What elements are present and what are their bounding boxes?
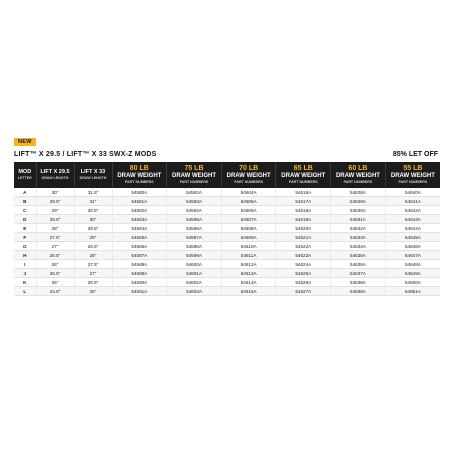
cell-pn-70: 54609A (221, 233, 276, 242)
cell-pn-80: 54583A (112, 215, 167, 224)
cell-pn-60: 54629A (331, 197, 386, 206)
cell-pn-60: 54639A (331, 287, 386, 296)
cell-pn-65: 54620A (276, 224, 331, 233)
cell-pn-70: 54604A (221, 188, 276, 197)
cell-pn-55: 54646A (385, 242, 440, 251)
cell-pn-65: 54622A (276, 242, 331, 251)
cell-pn-60: 54628A (331, 188, 386, 197)
cell-mod-letter: B (14, 197, 36, 206)
header-weight-55: 55 LB DRAW WEIGHT PART NUMBERS (385, 162, 440, 188)
table-row (14, 224, 440, 233)
cell-pn-60: 54637A (331, 269, 386, 278)
cell-pn-55: 54651A (385, 287, 440, 296)
cell-pn-80: 54587A (112, 251, 167, 260)
cell-mod-letter: E (14, 224, 36, 233)
cell-pn-70: 54613A (221, 269, 276, 278)
cell-mod-letter: F (14, 233, 36, 242)
cell-pn-70: 54607A (221, 215, 276, 224)
cell-pn-80: 54585A (112, 233, 167, 242)
cell-pn-65: 54624A (276, 260, 331, 269)
cell-pn-75: 54596A (167, 224, 222, 233)
mods-chart (14, 130, 440, 296)
cell-pn-65: 54626A (276, 278, 331, 287)
cell-pn-55: 54643A (385, 215, 440, 224)
new-badge: NEW (14, 138, 36, 146)
table-row (14, 188, 440, 197)
cell-lift-295-length: 27.5" (36, 233, 74, 242)
cell-lift-33-length: 31.5" (74, 188, 112, 197)
cell-pn-70: 54610A (221, 242, 276, 251)
cell-lift-33-length: 29" (74, 233, 112, 242)
cell-pn-80: 54582A (112, 206, 167, 215)
header-weight-80: 80 LB DRAW WEIGHT PART NUMBERS (112, 162, 167, 188)
cell-lift-33-length: 30" (74, 215, 112, 224)
cell-pn-65: 54619A (276, 215, 331, 224)
cell-pn-60: 54633A (331, 233, 386, 242)
cell-lift-295-length: 24.5" (36, 287, 74, 296)
table-row (14, 206, 440, 215)
cell-pn-55: 54650A (385, 278, 440, 287)
cell-lift-33-length: 29.5" (74, 224, 112, 233)
cell-pn-70: 54605A (221, 197, 276, 206)
cell-pn-75: 54601A (167, 269, 222, 278)
cell-lift-295-length: 29.5" (36, 197, 74, 206)
cell-lift-33-length: 30.5" (74, 206, 112, 215)
cell-pn-75: 54594A (167, 206, 222, 215)
chart-title: LIFT™ X 29.5 / LIFT™ X 33 SWX-Z MODS (14, 151, 157, 158)
cell-pn-70: 54612A (221, 260, 276, 269)
cell-lift-295-length: 25" (36, 278, 74, 287)
cell-pn-65: 54623A (276, 251, 331, 260)
cell-pn-80: 54591A (112, 287, 167, 296)
cell-pn-60: 54638A (331, 278, 386, 287)
cell-pn-65: 54616A (276, 188, 331, 197)
cell-lift-295-length: 25.5" (36, 269, 74, 278)
header-weight-70: 70 LB DRAW WEIGHT PART NUMBERS (221, 162, 276, 188)
cell-pn-60: 54631A (331, 215, 386, 224)
cell-pn-60: 54634A (331, 242, 386, 251)
table-row (14, 278, 440, 287)
header-weight-60: 60 LB DRAW WEIGHT PART NUMBERS (331, 162, 386, 188)
cell-pn-55: 54649A (385, 269, 440, 278)
table-row (14, 242, 440, 251)
cell-pn-80: 54588A (112, 260, 167, 269)
cell-pn-55: 54642A (385, 206, 440, 215)
header-weight-75: 75 LB DRAW WEIGHT PART NUMBERS (167, 162, 222, 188)
cell-lift-33-length: 28" (74, 251, 112, 260)
cell-pn-75: 54600A (167, 260, 222, 269)
cell-mod-letter: H (14, 251, 36, 260)
table-row (14, 260, 440, 269)
cell-pn-80: 54589A (112, 269, 167, 278)
cell-mod-letter: C (14, 206, 36, 215)
cell-pn-75: 54593A (167, 197, 222, 206)
cell-pn-80: 54580A (112, 188, 167, 197)
table-row (14, 269, 440, 278)
cell-pn-55: 54647A (385, 251, 440, 260)
cell-lift-295-length: 27" (36, 242, 74, 251)
cell-mod-letter: J (14, 269, 36, 278)
cell-pn-75: 54597A (167, 233, 222, 242)
cell-pn-55: 54640A (385, 188, 440, 197)
cell-lift-33-length: 27.5" (74, 260, 112, 269)
table-row (14, 251, 440, 260)
cell-pn-55: 54645A (385, 233, 440, 242)
cell-pn-60: 54630A (331, 206, 386, 215)
table-row (14, 233, 440, 242)
cell-pn-70: 54606A (221, 206, 276, 215)
cell-pn-65: 54618A (276, 206, 331, 215)
header-mod-letter: MOD LETTER (14, 162, 36, 188)
let-off-label: 85% LET OFF (392, 151, 438, 158)
cell-mod-letter: K (14, 278, 36, 287)
cell-pn-80: 54586A (112, 242, 167, 251)
cell-lift-295-length: 30" (36, 188, 74, 197)
table-row (14, 215, 440, 224)
cell-pn-80: 54590A (112, 278, 167, 287)
table-row (14, 197, 440, 206)
cell-pn-65: 54621A (276, 233, 331, 242)
cell-pn-70: 54615A (221, 287, 276, 296)
cell-pn-75: 54595A (167, 215, 222, 224)
header-row (14, 162, 440, 188)
cell-lift-33-length: 28.5" (74, 242, 112, 251)
cell-mod-letter: D (14, 215, 36, 224)
cell-pn-75: 54592A (167, 188, 222, 197)
cell-pn-55: 54648A (385, 260, 440, 269)
cell-lift-295-length: 26" (36, 260, 74, 269)
cell-pn-70: 54614A (221, 278, 276, 287)
cell-lift-295-length: 29" (36, 206, 74, 215)
cell-pn-70: 54611A (221, 251, 276, 260)
cell-pn-75: 54598A (167, 242, 222, 251)
cell-pn-60: 54632A (331, 224, 386, 233)
cell-pn-80: 54581A (112, 197, 167, 206)
header-lift-33: LIFT X 33 DRAW LENGTH (74, 162, 112, 188)
cell-pn-60: 54636A (331, 260, 386, 269)
cell-pn-55: 54641A (385, 197, 440, 206)
cell-lift-33-length: 27" (74, 269, 112, 278)
cell-lift-33-length: 26.5" (74, 278, 112, 287)
mods-table (14, 162, 440, 296)
cell-mod-letter: G (14, 242, 36, 251)
cell-pn-75: 54602A (167, 278, 222, 287)
cell-lift-295-length: 28" (36, 224, 74, 233)
cell-pn-65: 54625A (276, 269, 331, 278)
header-lift-295: LIFT X 29.5 DRAW LENGTH (36, 162, 74, 188)
cell-lift-295-length: 26.5" (36, 251, 74, 260)
cell-pn-60: 54635A (331, 251, 386, 260)
title-bar (14, 151, 440, 158)
cell-pn-65: 54627A (276, 287, 331, 296)
table-row (14, 287, 440, 296)
cell-pn-55: 54644A (385, 224, 440, 233)
cell-mod-letter: I (14, 260, 36, 269)
mods-table-body (14, 188, 440, 296)
cell-lift-295-length: 28.5" (36, 215, 74, 224)
cell-pn-70: 54608A (221, 224, 276, 233)
cell-pn-75: 54599A (167, 251, 222, 260)
cell-pn-65: 54617A (276, 197, 331, 206)
cell-pn-75: 54603A (167, 287, 222, 296)
cell-pn-80: 54584A (112, 224, 167, 233)
cell-lift-33-length: 31" (74, 197, 112, 206)
header-weight-65: 65 LB DRAW WEIGHT PART NUMBERS (276, 162, 331, 188)
cell-mod-letter: A (14, 188, 36, 197)
cell-mod-letter: L (14, 287, 36, 296)
cell-lift-33-length: 26" (74, 287, 112, 296)
